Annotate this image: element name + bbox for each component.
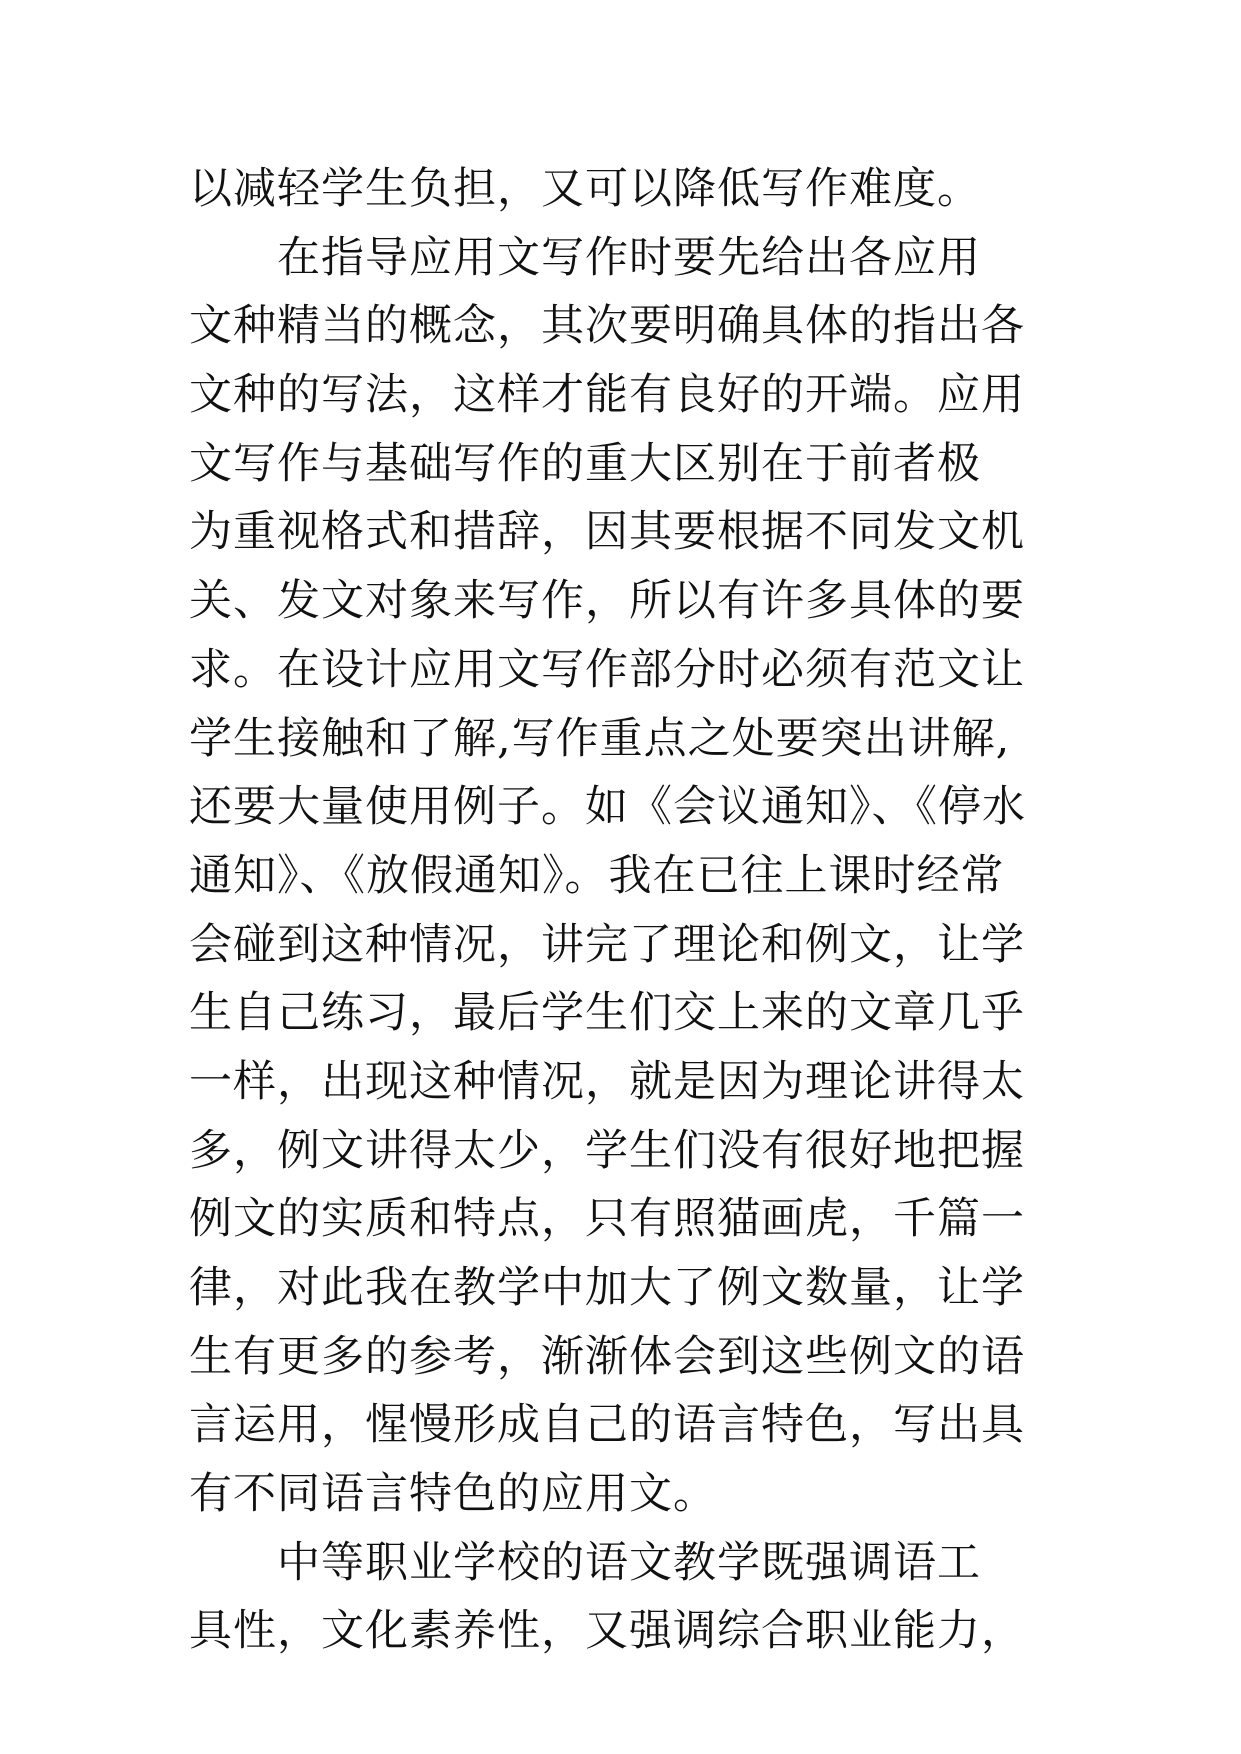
text-line: 文种精当的概念，其次要明确具体的指出各 (189, 301, 1025, 352)
paragraph-first-line: 在指导应用文写作时要先给出各应用 (277, 232, 981, 283)
text-line: 文种的写法，这样才能有良好的开端。应用 (189, 370, 1025, 421)
text-line: 以减轻学生负担，又可以降低写作难度。 (189, 164, 981, 214)
text-line: 言运用，惺慢形成自己的语言特色，写出具 (189, 1400, 1025, 1451)
body-text (189, 155, 1069, 1666)
text-line: 为重视格式和措辞，因其要根据不同发文机 (189, 507, 1025, 558)
text-line: 例文的实质和特点，只有照猫画虎，千篇一 (189, 1194, 1025, 1245)
text-line: 学生接触和了解,写作重点之处要突出讲解, (189, 713, 1011, 764)
text-line: 求。在设计应用文写作部分时必须有范文让 (189, 644, 1025, 695)
text-line: 一样，出现这种情况，就是因为理论讲得太 (189, 1056, 1025, 1107)
text-line: 具性，文化素养性，又强调综合职业能力， (189, 1606, 1025, 1657)
text-line: 多，例文讲得太少，学生们没有很好地把握 (189, 1125, 1025, 1176)
text-line: 还要大量使用例子。如《会议通知》、《停水 (189, 782, 1026, 833)
text-line: 关、发文对象来写作，所以有许多具体的要 (189, 576, 1025, 627)
text-line: 有不同语言特色的应用文。 (189, 1469, 717, 1520)
text-line: 会碰到这种情况，讲完了理论和例文，让学 (189, 919, 1025, 970)
text-line: 通知》、《放假通知》。我在已往上课时经常 (189, 850, 1005, 901)
text-line: 生有更多的参考，渐渐体会到这些例文的语 (189, 1331, 1025, 1382)
paragraph-first-line: 中等职业学校的语文教学既强调语工 (277, 1537, 981, 1588)
text-line: 律，对此我在教学中加大了例文数量，让学 (189, 1263, 1025, 1313)
text-line: 文写作与基础写作的重大区别在于前者极 (189, 438, 981, 489)
text-line: 生自己练习，最后学生们交上来的文章几乎 (189, 988, 1025, 1039)
